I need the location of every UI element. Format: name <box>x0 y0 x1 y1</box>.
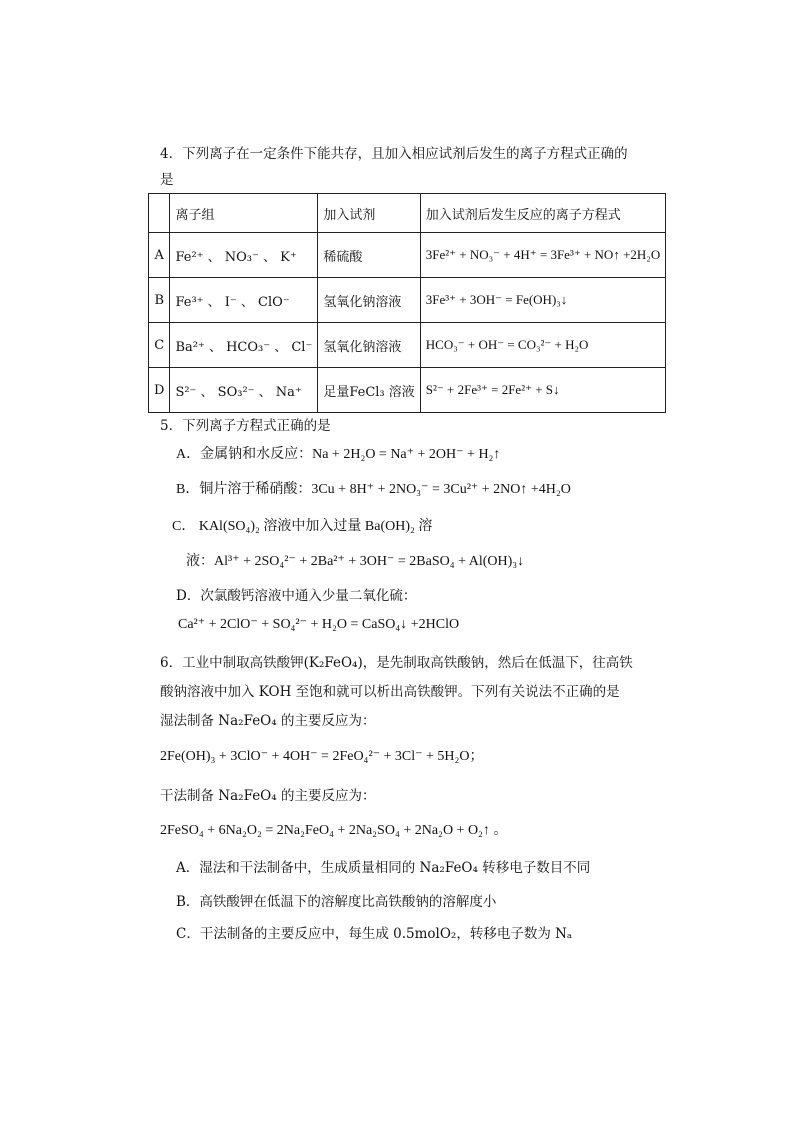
table-row <box>149 323 666 368</box>
row-equation: 3Fe²⁺ + NO₃⁻ + 4H⁺ = 3Fe³⁺ + NO↑ +2H₂O <box>420 233 665 278</box>
q6-dry-label: 干法制备 Na₂FeO₄ 的主要反应为： <box>160 788 376 804</box>
row-ions: Fe²⁺ 、 NO₃⁻ 、 K⁺ <box>170 233 318 278</box>
q6-option-a: A．湿法和干法制备中，生成质量相同的 Na₂FeO₄ 转移电子数目不同 <box>176 860 591 876</box>
ion-table <box>148 193 666 413</box>
q5-option-d-line2: Ca²⁺ + 2ClO⁻ + SO₄²⁻ + H₂O = CaSO₄↓ +2HClO <box>178 617 460 632</box>
table-row <box>149 278 666 323</box>
q5-option-c-line1: C． KAl(SO₄)₂ 溶液中加入过量 Ba(OH)₂ 溶 <box>172 519 433 534</box>
header-cell-reagent: 加入试剂 <box>318 194 420 233</box>
q6-stem-line1: 6．工业中制取高铁酸钾(K₂FeO₄)，是先制取高铁酸钠，然后在低温下，往高铁 <box>160 655 633 671</box>
row-reagent: 氢氧化钠溶液 <box>318 278 420 323</box>
q6-option-b: B．高铁酸钾在低温下的溶解度比高铁酸钠的溶解度小 <box>176 894 497 910</box>
row-reagent: 稀硫酸 <box>318 233 420 278</box>
q5-option-b: B．铜片溶于稀硝酸：3Cu + 8H⁺ + 2NO₃⁻ = 3Cu²⁺ + 2NO↑ +4H₂O <box>176 482 571 497</box>
q6-wet-label: 湿法制备 Na₂FeO₄ 的主要反应为： <box>160 713 376 729</box>
header-cell-equation: 加入试剂后发生反应的离子方程式 <box>420 194 665 233</box>
row-equation: HCO₃⁻ + OH⁻ = CO₃²⁻ + H₂O <box>420 323 665 368</box>
header-cell-label <box>149 194 170 233</box>
row-label: D <box>149 368 170 413</box>
q5-option-d-line1: D．次氯酸钙溶液中通入少量二氧化硫： <box>176 588 417 604</box>
q5-option-a: A．金属钠和水反应：Na + 2H₂O = Na⁺ + 2OH⁻ + H₂↑ <box>176 447 501 462</box>
table-row <box>149 368 666 413</box>
table-row <box>149 233 666 278</box>
row-label: C <box>149 323 170 368</box>
q4-stem-line2: 是 <box>160 172 174 188</box>
row-equation: 3Fe³⁺ + 3OH⁻ = Fe(OH)₃↓ <box>420 278 665 323</box>
q4-stem-line1: 4．下列离子在一定条件下能共存，且加入相应试剂后发生的离子方程式正确的 <box>160 146 628 162</box>
q5-option-c-line2: 液：Al³⁺ + 2SO₄²⁻ + 2Ba²⁺ + 3OH⁻ = 2BaSO₄ + Al(OH)₃↓ <box>186 554 525 569</box>
q6-dry-equation: 2FeSO₄ + 6Na₂O₂ = 2Na₂FeO₄ + 2Na₂SO₄ + 2Na₂O + O₂↑ 。 <box>160 823 508 838</box>
row-ions: Ba²⁺ 、 HCO₃⁻ 、 Cl⁻ <box>170 323 318 368</box>
q6-option-c: C．干法制备的主要反应中，每生成 0.5molO₂，转移电子数为 Nₐ <box>176 926 573 942</box>
q6-wet-equation: 2Fe(OH)₃ + 3ClO⁻ + 4OH⁻ = 2FeO₄²⁻ + 3Cl⁻ + 5H₂O； <box>160 749 484 764</box>
row-reagent: 氢氧化钠溶液 <box>318 323 420 368</box>
q5-stem: 5．下列离子方程式正确的是 <box>160 418 331 434</box>
header-cell-ions: 离子组 <box>170 194 318 233</box>
row-label: A <box>149 233 170 278</box>
row-ions: S²⁻ 、 SO₃²⁻ 、 Na⁺ <box>170 368 318 413</box>
q6-stem-line2: 酸钠溶液中加入 KOH 至饱和就可以析出高铁酸钾。下列有关说法不正确的是 <box>160 684 620 700</box>
row-label: B <box>149 278 170 323</box>
table-header-row <box>149 194 666 233</box>
row-reagent: 足量FeCl₃ 溶液 <box>318 368 420 413</box>
row-ions: Fe³⁺ 、 I⁻ 、 ClO⁻ <box>170 278 318 323</box>
row-equation: S²⁻ + 2Fe³⁺ = 2Fe²⁺ + S↓ <box>420 368 665 413</box>
